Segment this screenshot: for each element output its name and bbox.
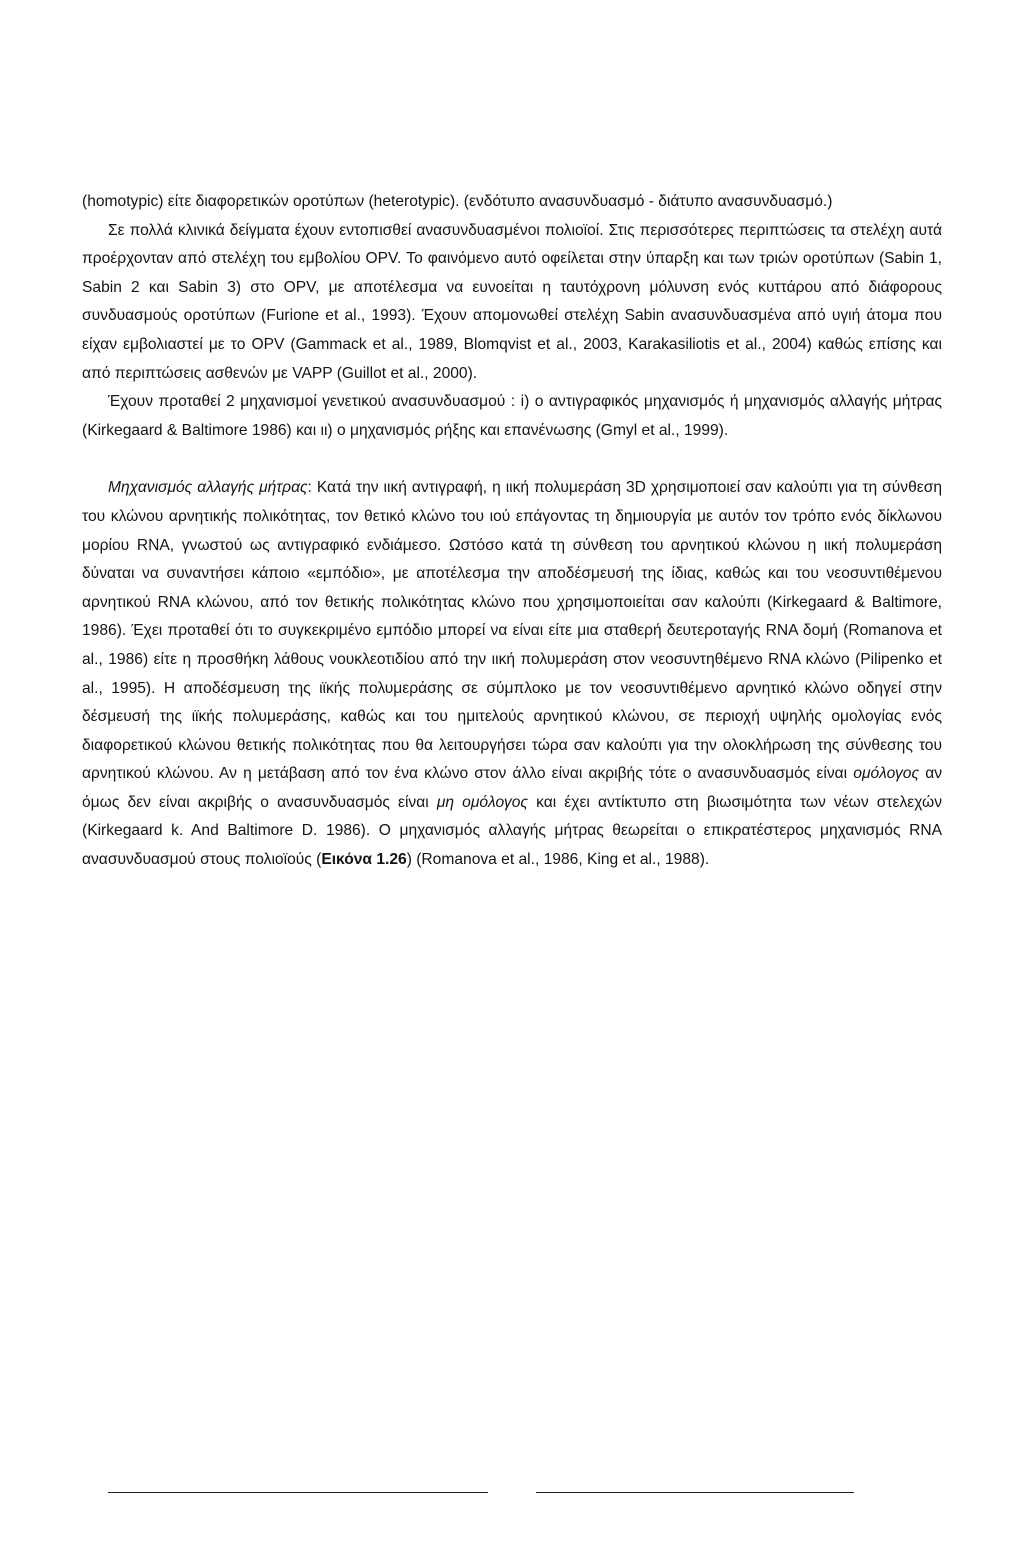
paragraph-recombination-mechanisms: Έχουν προταθεί 2 μηχανισμοί γενετικού ανασυνδυασμού : i) ο αντιγραφικός μηχανισμός ή μηχανισμός αλλαγής μήτρας (Kirkegaard & Baltimore 1986) και ιι) ο μηχανισμός ρήξης και επανένωσης (Gmyl et al., 1999). [82, 393, 942, 439]
text-segment-a: Κατά την ιική αντιγραφή, η ιική πολυμεράση 3D χρησιμοποιεί σαν καλούπι για τη σύνθεση του κλώνου αρνητικής πολικότητας, τον θετικό κλώνο του ιού επάγοντας τη δημιουργία με αυτόν τον τρόπο ενός δίκλωνου μορίου RNA, γνωστού ως αντιγραφικό ενδιάμεσο. Ωστόσο κατά τη σύνθεση του αρνητικού κλώνου η ιική πολυμεράση δύναται να συναντήσει κάποιο «εμπόδιο», με αποτέλεσμα την αποδέσμευσή της ίδιας, καθώς και του νεοσυντιθέμενου αρνητικού RNA κλώνου, από τον θετικής πολικότητας κλώνο που χρησιμοποιείται σαν καλούπι (Kirkegaard & Baltimore, 1986). Έχει προταθεί ότι το συγκεκριμένο εμπόδιο μπορεί να είναι είτε μια σταθερή δευτεροταγής RNA δομή (Romanova et al., 1986) είτε η προσθήκη λάθους νουκλεοτιδίου από την ιική πολυμεράση στον νεοσυντηθέμενο RNA κλώνο (Pilipenko et al., 1995). Η αποδέσμευση της ιϊκής πολυμεράσης σε σύμπλοκο με τον νεοσυντιθέμενο αρνητικό κλώνο οδηγεί στην δέσμευσή της ιϊκής πολυμεράσης, καθώς και του ημιτελούς αρνητικού κλώνου, σε περιοχή υψηλής ομολογίας ενός διαφορετικού κλώνου θετικής πολικότητας που θα λειτουργήσει τώρα σαν καλούπι για την ολοκλήρωση της σύνθεσης του αρνητικού κλώνου. Αν η μετάβαση από τον ένα κλώνο στον άλλο είναι ακριβής τότε ο ανασυνδυασμός είναι [82, 479, 942, 783]
heading-colon: : [307, 479, 312, 497]
footer-rule-right [536, 1492, 854, 1493]
term-non-homologous: μη ομόλογος [436, 793, 528, 811]
paragraph-template-switching [82, 474, 942, 874]
footer-rule-left [108, 1492, 488, 1493]
section-heading-template-switching: Μηχανισμός αλλαγής μήτρας [108, 479, 308, 497]
paragraph-clinical-recombinants: Σε πολλά κλινικά δείγματα έχουν εντοπισθεί ανασυνδυασμένοι πολιοϊοί. Στις περισσότερες περιπτώσεις τα στελέχη αυτά προέρχονταν από στελέχη του εμβολίου OPV. Το φαινόμενο αυτό οφείλεται στην ύπαρξη και των τριών οροτύπων (Sabin 1, Sabin 2 και Sabin 3) στο OPV, με αποτέλεσμα να ευνοείται η ταυτόχρονη μόλυνση ενός κυττάρου από διάφορους συνδυασμούς οροτύπων (Furione et al., 1993). Έχουν απομονωθεί στελέχη Sabin ανασυνδυασμένα από υγιή άτομα που είχαν εμβολιαστεί με το OPV (Gammack et al., 1989, Blomqvist et al., 2003, Karakasiliotis et al., 2004) καθώς επίσης και από περιπτώσεις ασθενών με VAPP (Guillot et al., 2000). [82, 221, 942, 382]
text-segment-b: αν όμως δεν είναι ακριβής ο ανασυνδυασμός είναι [82, 765, 942, 811]
document-page [82, 188, 942, 875]
text-segment-d: ) (Romanova et al., 1986, King et al., 1988). [406, 851, 710, 869]
figure-reference: Εικόνα 1.26 [321, 851, 407, 869]
paragraph-recombination-types: (homotypic) είτε διαφορετικών οροτύπων (heterotypic). (ενδότυπο ανασυνδυασμό - διάτυπο ανασυνδυασμό.) [82, 193, 833, 210]
term-homologous: ομόλογος [853, 765, 920, 783]
text-segment-c: και έχει αντίκτυπο στη βιωσιμότητα των νέων στελεχών (Kirkegaard k. And Baltimore D. 1986). Ο μηχανισμός αλλαγής μήτρας θεωρείται ο επικρατέστερος μηχανισμός RNA ανασυνδυασμού στους πολιοϊούς ( [82, 793, 942, 869]
